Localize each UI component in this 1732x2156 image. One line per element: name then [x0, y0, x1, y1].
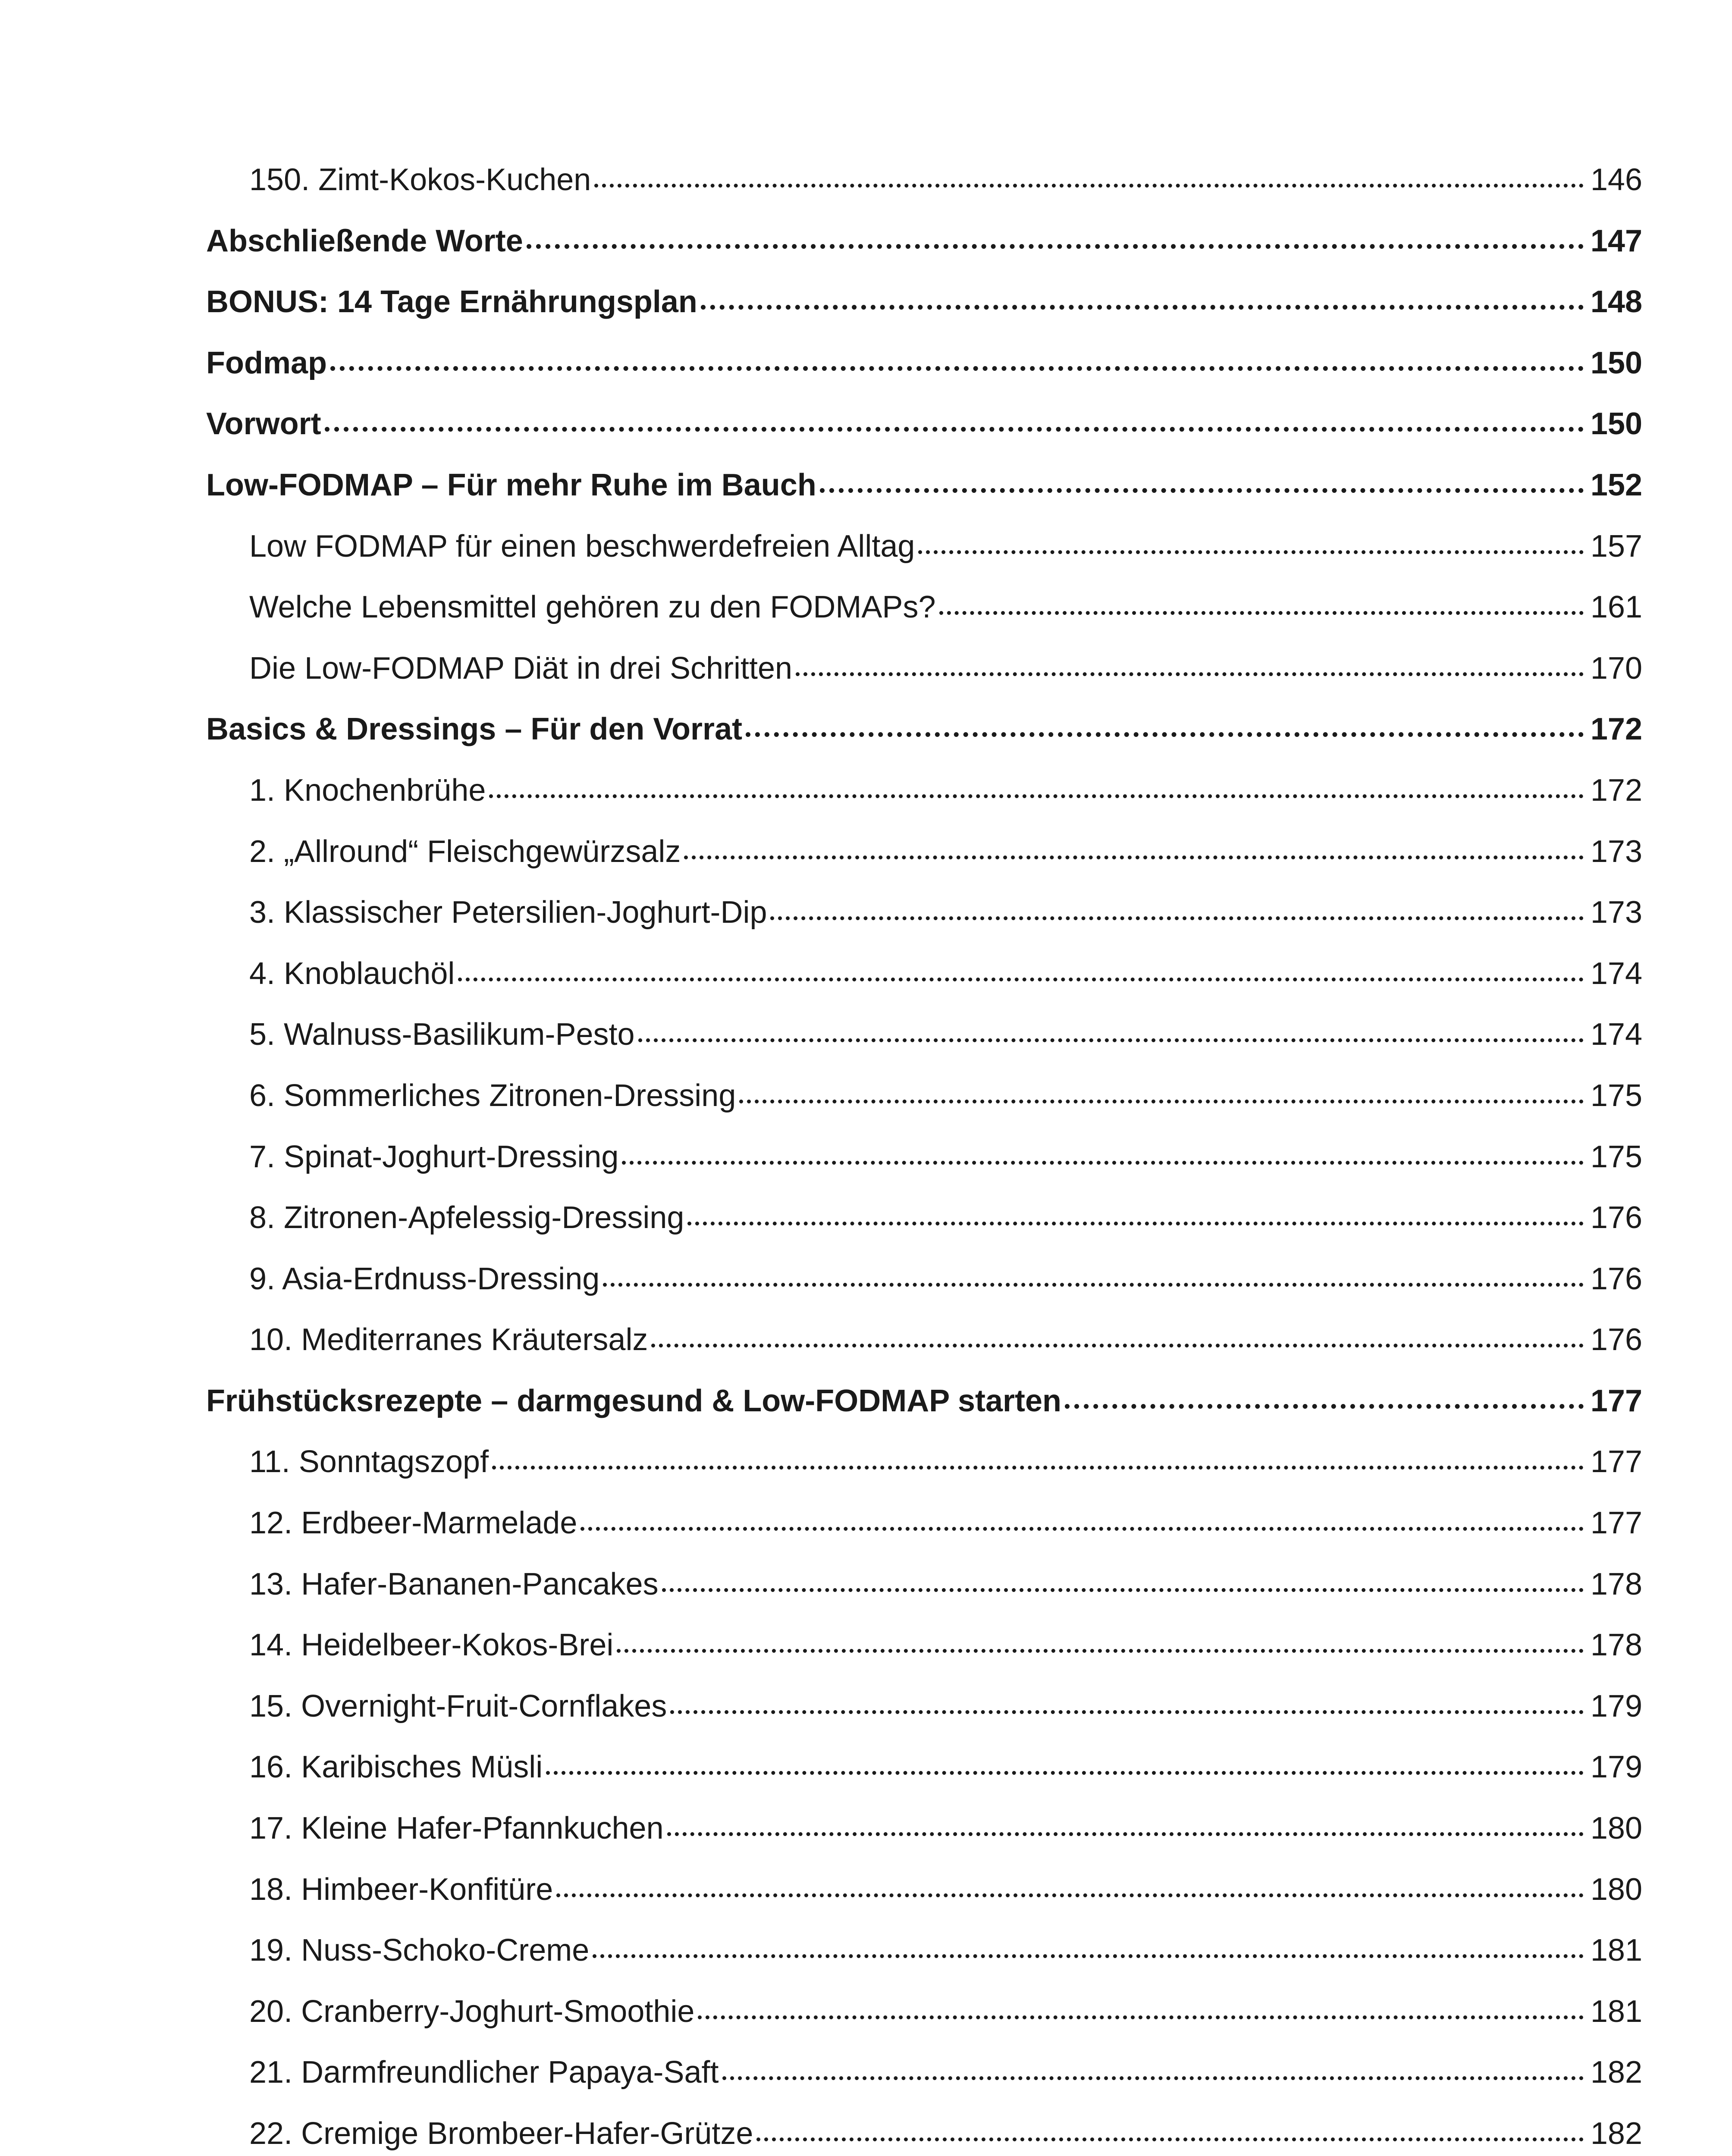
toc-entry-title: 15. Overnight-Fruit-Cornflakes — [249, 1689, 667, 1724]
toc-subentry[interactable] — [206, 1249, 1642, 1310]
toc-subentry[interactable] — [206, 1981, 1642, 2043]
toc-page-number: 175 — [1590, 1139, 1642, 1174]
toc-entry-title: 20. Cranberry-Joghurt-Smoothie — [249, 1994, 695, 2029]
toc-entry-title: 6. Sommerliches Zitronen-Dressing — [249, 1078, 736, 1113]
dot-leader — [739, 1075, 1583, 1106]
dot-leader — [617, 1624, 1583, 1655]
toc-entry-title: 21. Darmfreundlicher Papaya-Saft — [249, 2055, 719, 2090]
toc-chapter-entry[interactable] — [206, 394, 1642, 455]
toc-subentry[interactable] — [206, 1127, 1642, 1188]
toc-entry-title: 22. Cremige Brombeer-Hafer-Grütze — [249, 2116, 753, 2151]
dot-leader — [796, 648, 1584, 679]
toc-entry-title: Abschließende Worte — [206, 223, 523, 258]
toc-entry-title: Vorwort — [206, 407, 321, 442]
dot-leader — [939, 586, 1584, 617]
toc-subentry[interactable] — [206, 1188, 1642, 1249]
table-of-contents — [206, 150, 1642, 2156]
toc-subentry[interactable] — [206, 2103, 1642, 2156]
toc-entry-title: Low FODMAP für einen beschwerdefreien Alltag — [249, 529, 915, 564]
toc-chapter-entry[interactable] — [206, 211, 1642, 272]
toc-page-number: 173 — [1590, 895, 1642, 930]
toc-entry-title: 3. Klassischer Petersilien-Joghurt-Dip — [249, 895, 767, 930]
dot-leader — [698, 1991, 1583, 2022]
dot-leader — [556, 1869, 1584, 1900]
dot-leader — [722, 2052, 1584, 2083]
toc-page-number: 182 — [1590, 2055, 1642, 2090]
toc-subentry[interactable] — [206, 1065, 1642, 1127]
toc-subentry[interactable] — [206, 2042, 1642, 2103]
toc-subentry[interactable] — [206, 1004, 1642, 1065]
toc-entry-title: 14. Heidelbeer-Kokos-Brei — [249, 1628, 614, 1663]
toc-page-number: 146 — [1590, 163, 1642, 197]
toc-page-number: 181 — [1590, 1933, 1642, 1968]
toc-page-number: 182 — [1590, 2116, 1642, 2151]
dot-leader — [492, 1441, 1584, 1472]
dot-leader — [670, 1686, 1584, 1717]
toc-subentry[interactable] — [206, 638, 1642, 699]
toc-page-number: 150 — [1590, 345, 1642, 380]
toc-entry-title: 19. Nuss-Schoko-Creme — [249, 1933, 590, 1968]
toc-subentry[interactable] — [206, 1615, 1642, 1676]
toc-entry-title: Welche Lebensmittel gehören zu den FODMAPs? — [249, 590, 936, 625]
toc-page-number: 176 — [1590, 1322, 1642, 1357]
dot-leader — [593, 1930, 1584, 1961]
toc-page-number: 148 — [1590, 285, 1642, 320]
toc-subentry[interactable] — [206, 1493, 1642, 1554]
toc-page-number: 172 — [1590, 773, 1642, 808]
toc-page-number: 147 — [1590, 223, 1642, 258]
dot-leader — [746, 708, 1584, 740]
dot-leader — [1065, 1380, 1584, 1411]
toc-entry-title: 13. Hafer-Bananen-Pancakes — [249, 1567, 659, 1601]
toc-subentry[interactable] — [206, 1859, 1642, 1921]
dot-leader — [546, 1746, 1584, 1777]
dot-leader — [622, 1136, 1583, 1167]
dot-leader — [489, 770, 1583, 801]
toc-page-number: 170 — [1590, 651, 1642, 686]
toc-entry-title: Frühstücksrezepte – darmgesund & Low-FODMAP starten — [206, 1383, 1062, 1418]
dot-leader — [662, 1564, 1584, 1595]
toc-page-number: 152 — [1590, 467, 1642, 502]
toc-subentry[interactable] — [206, 516, 1642, 577]
toc-subentry[interactable] — [206, 1310, 1642, 1371]
toc-subentry[interactable] — [206, 1432, 1642, 1493]
toc-subentry[interactable] — [206, 1798, 1642, 1859]
toc-subentry[interactable] — [206, 1676, 1642, 1737]
toc-page-number: 172 — [1590, 712, 1642, 747]
toc-entry-title: Fodmap — [206, 345, 327, 380]
toc-entry-title: 18. Himbeer-Konfitüre — [249, 1872, 553, 1907]
toc-entry-title: 8. Zitronen-Apfelessig-Dressing — [249, 1200, 684, 1235]
toc-entry-title: 10. Mediterranes Kräutersalz — [249, 1322, 648, 1357]
toc-entry-title: Basics & Dressings – Für den Vorrat — [206, 712, 743, 747]
toc-page-number: 177 — [1590, 1506, 1642, 1541]
dot-leader — [638, 1014, 1584, 1045]
toc-subentry[interactable] — [206, 882, 1642, 943]
toc-entry-title: 12. Erdbeer-Marmelade — [249, 1506, 577, 1541]
toc-chapter-entry[interactable] — [206, 272, 1642, 333]
toc-page-number: 179 — [1590, 1689, 1642, 1724]
toc-page-number: 174 — [1590, 1017, 1642, 1052]
toc-page-number: 179 — [1590, 1750, 1642, 1785]
toc-entry-title: Die Low-FODMAP Diät in drei Schritten — [249, 651, 793, 686]
toc-page-number: 177 — [1590, 1445, 1642, 1479]
toc-page-number: 180 — [1590, 1811, 1642, 1846]
toc-chapter-entry[interactable] — [206, 699, 1642, 760]
toc-subentry[interactable] — [206, 1554, 1642, 1615]
toc-entry-title: 7. Spinat-Joghurt-Dressing — [249, 1139, 619, 1174]
dot-leader — [756, 2113, 1583, 2144]
dot-leader — [527, 220, 1584, 251]
toc-entry-title: BONUS: 14 Tage Ernährungsplan — [206, 285, 697, 320]
dot-leader — [325, 403, 1584, 434]
dot-leader — [770, 892, 1583, 923]
dot-leader — [667, 1808, 1584, 1839]
toc-page-number: 176 — [1590, 1261, 1642, 1296]
toc-entry-title: 16. Karibisches Müsli — [249, 1750, 543, 1785]
dot-leader — [651, 1319, 1583, 1350]
toc-chapter-entry[interactable] — [206, 1371, 1642, 1432]
toc-entry-title: Low-FODMAP – Für mehr Ruhe im Bauch — [206, 467, 816, 502]
toc-page-number: 181 — [1590, 1994, 1642, 2029]
toc-subentry[interactable] — [206, 1920, 1642, 1981]
toc-subentry[interactable] — [206, 943, 1642, 1005]
toc-entry-title: 1. Knochenbrühe — [249, 773, 486, 808]
toc-page-number: 180 — [1590, 1872, 1642, 1907]
dot-leader — [820, 464, 1584, 495]
toc-page-number: 174 — [1590, 956, 1642, 991]
toc-subentry[interactable] — [206, 1737, 1642, 1798]
toc-entry-title: 4. Knoblauchöl — [249, 956, 455, 991]
toc-subentry[interactable] — [206, 150, 1642, 211]
toc-page-number: 161 — [1590, 590, 1642, 625]
toc-entry-title: 2. „Allround“ Fleischgewürzsalz — [249, 834, 681, 869]
dot-leader — [687, 1197, 1583, 1228]
dot-leader — [458, 953, 1583, 984]
toc-page-number: 178 — [1590, 1628, 1642, 1663]
toc-subentry[interactable] — [206, 577, 1642, 638]
toc-page-number: 177 — [1590, 1383, 1642, 1418]
toc-entry-title: 11. Sonntagszopf — [249, 1445, 489, 1479]
dot-leader — [603, 1258, 1584, 1289]
toc-page-number: 175 — [1590, 1078, 1642, 1113]
toc-page-number: 157 — [1590, 529, 1642, 564]
toc-subentry[interactable] — [206, 821, 1642, 883]
dot-leader — [918, 526, 1583, 557]
toc-page-number: 173 — [1590, 834, 1642, 869]
toc-entry-title: 5. Walnuss-Basilikum-Pesto — [249, 1017, 635, 1052]
toc-entry-title: 150. Zimt-Kokos-Kuchen — [249, 163, 591, 197]
toc-chapter-entry[interactable] — [206, 455, 1642, 516]
toc-chapter-entry[interactable] — [206, 333, 1642, 394]
toc-page-number: 176 — [1590, 1200, 1642, 1235]
toc-entry-title: 9. Asia-Erdnuss-Dressing — [249, 1261, 600, 1296]
toc-page-number: 178 — [1590, 1567, 1642, 1601]
dot-leader — [580, 1502, 1584, 1533]
dot-leader — [684, 831, 1583, 862]
dot-leader — [701, 281, 1584, 312]
dot-leader — [594, 159, 1584, 190]
toc-subentry[interactable] — [206, 760, 1642, 821]
toc-page-number: 150 — [1590, 407, 1642, 442]
dot-leader — [330, 342, 1584, 373]
toc-entry-title: 17. Kleine Hafer-Pfannkuchen — [249, 1811, 664, 1846]
